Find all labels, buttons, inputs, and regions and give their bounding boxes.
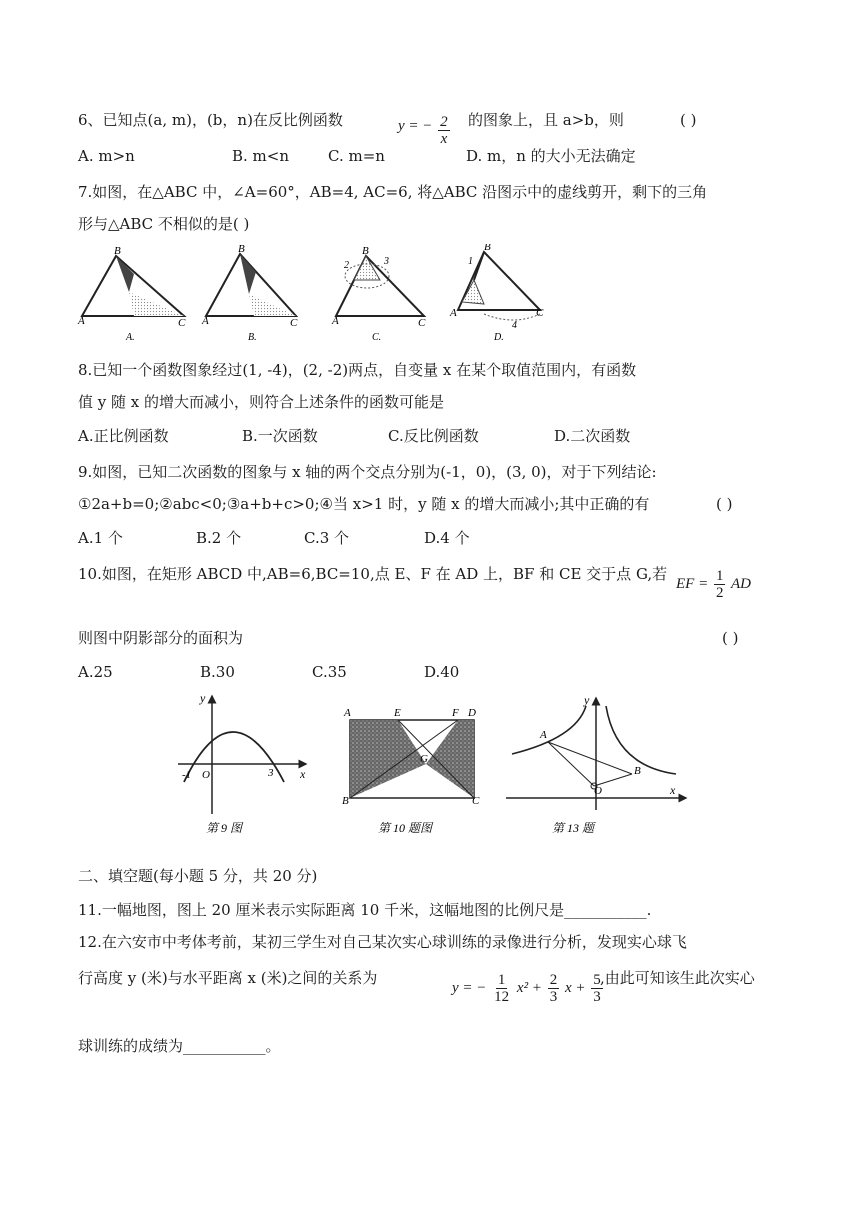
q12-formula xyxy=(452,972,605,1005)
svg-text:C: C xyxy=(290,317,298,329)
svg-text:B: B xyxy=(238,244,245,255)
fig10-f-label: F xyxy=(452,707,459,719)
figure-13 xyxy=(506,693,686,835)
svg-text:C: C xyxy=(418,317,426,329)
q8-line1: 8.已知一个函数图象经过(1, -4)，(2, -2)两点，自变量 x 在某个取值范围内，有函数 xyxy=(78,361,637,379)
q12-line3: 球训练的成绩为___________。 xyxy=(78,1037,281,1055)
q8-option-c: C.反比例函数 xyxy=(388,427,479,445)
q12-line1: 12.在六安市中考体考前，某初三学生对自己某次实心球训练的录像进行分析，发现实心球飞 xyxy=(78,933,687,951)
svg-text:A: A xyxy=(78,315,85,327)
fig13-origin-label: O xyxy=(594,785,602,797)
q7-label-a: A. xyxy=(126,332,135,343)
fig9-x-label: x xyxy=(300,767,306,781)
q6-text-a: 6、已知点(a, m)，(b，n)在反比例函数 xyxy=(78,111,343,129)
section2-title: 二、填空题(每小题 5 分，共 20 分) xyxy=(78,867,318,885)
q12-frac3-den: 3 xyxy=(593,989,601,1005)
fig10-b-label: B xyxy=(342,795,349,807)
figure-10 xyxy=(342,707,480,835)
fig9-3-label: 3 xyxy=(268,767,274,779)
fig10-g-label: G xyxy=(420,753,428,765)
svg-text:B: B xyxy=(484,244,491,253)
q12-frac1-num: 1 xyxy=(497,972,506,988)
q12-term-2: x + xyxy=(564,979,586,996)
fig9-caption: 第 9 图 xyxy=(206,821,243,835)
fig9-neg1-label: -1 xyxy=(182,769,192,781)
q10-option-b: B.30 xyxy=(200,663,235,681)
q10-fraction xyxy=(714,568,726,601)
svg-text:B: B xyxy=(114,245,121,257)
q8-option-d: D.二次函数 xyxy=(554,427,631,445)
svg-text:B: B xyxy=(362,245,369,257)
q7-c-mark-3: 3 xyxy=(384,256,389,267)
q6-frac-den: x xyxy=(440,131,448,147)
q6-formula-lhs: y = − xyxy=(398,117,433,134)
q12-frac-2 xyxy=(548,972,560,1005)
q6-paren: ( ) xyxy=(680,111,697,129)
q6-frac-num: 2 xyxy=(440,114,448,130)
fig13-y-label: y xyxy=(584,693,590,707)
svg-text:A: A xyxy=(332,315,339,327)
q10-line1: 10.如图，在矩形 ABCD 中,AB=6,BC=10,点 E、F 在 AD 上，BF 和 CE 交于点 G,若 xyxy=(78,565,668,583)
q10-line2: 则图中阴影部分的面积为 xyxy=(78,629,244,647)
q9-option-c: C.3 个 xyxy=(304,529,350,547)
q10-option-c: C.35 xyxy=(312,663,347,681)
q6-option-a: A. m>n xyxy=(78,147,135,165)
svg-text:C: C xyxy=(178,317,186,329)
q10-paren: ( ) xyxy=(722,629,739,647)
fig13-a-label: A xyxy=(540,729,547,741)
q12-term-1: x² + xyxy=(516,979,542,996)
q7-figure-a xyxy=(77,245,186,343)
q10-frac-den: 2 xyxy=(715,585,724,601)
q11-text: 11.一幅地图，图上 20 厘米表示实际距离 10 千米，这幅地图的比例尺是___________. xyxy=(78,901,652,919)
q10-option-a: A.25 xyxy=(78,663,113,681)
q10-formula-lhs: EF = xyxy=(676,575,709,592)
q12-line2: 行高度 y (米)与水平距离 x (米)之间的关系为 xyxy=(78,969,378,987)
q6-formula xyxy=(398,110,452,147)
q12-frac2-num: 2 xyxy=(549,972,558,988)
q9-line1: 9.如图，已知二次函数的图象与 x 轴的两个交点分别为(-1，0)，(3, 0)，对于下列结论: xyxy=(78,463,657,481)
q7-c-mark-2: 2 xyxy=(344,260,349,271)
q7-figure-b xyxy=(201,244,298,343)
q12-formula-lhs: y = − xyxy=(452,979,487,996)
fig10-a-label: A xyxy=(344,707,351,719)
fig13-b-label: B xyxy=(634,765,641,777)
q7-label-d: D. xyxy=(494,332,504,343)
fig9-y-label: y xyxy=(200,691,206,705)
q7-line2: 形与△ABC 不相似的是( ) xyxy=(78,215,250,233)
q10-frac-num: 1 xyxy=(715,568,724,584)
q10-option-d: D.40 xyxy=(424,663,460,681)
q8-option-a: A.正比例函数 xyxy=(78,427,169,445)
q10-formula xyxy=(676,568,751,601)
q12-frac2-den: 3 xyxy=(549,989,558,1005)
q9-option-b: B.2 个 xyxy=(196,529,242,547)
q6-fraction xyxy=(438,114,450,147)
svg-text:A: A xyxy=(450,307,457,319)
fig9-origin-label: O xyxy=(202,769,210,781)
fig10-e-label: E xyxy=(394,707,401,719)
q7-label-b: B. xyxy=(248,332,257,343)
svg-text:C: C xyxy=(536,307,544,319)
q12-frac-1 xyxy=(492,972,511,1005)
fig10-c-label: C xyxy=(472,795,480,807)
q7-figure-c xyxy=(331,245,426,343)
q9-option-a: A.1 个 xyxy=(78,529,123,547)
q12-frac3-num: 5 xyxy=(593,972,601,988)
q8-line2: 值 y 随 x 的增大而减小，则符合上述条件的函数可能是 xyxy=(78,393,445,411)
q7-label-c: C. xyxy=(372,332,382,343)
q12-line2-tail: ,由此可知该生此次实心 xyxy=(600,969,755,987)
q10-formula-rhs: AD xyxy=(730,575,751,592)
q6-text-b: 的图象上，且 a>b，则 xyxy=(468,111,624,129)
q7-d-mark-1: 1 xyxy=(468,256,473,267)
q9-line2: ①2a+b=0;②abc<0;③a+b+c>0;④当 x>1 时，y 随 x 的增大而减小;其中正确的有 xyxy=(78,495,650,513)
fig13-caption: 第 13 题 xyxy=(552,821,595,835)
q7-figures xyxy=(74,244,554,348)
q6-option-b: B. m<n xyxy=(232,147,290,165)
fig10-d-label: D xyxy=(468,707,476,719)
q7-figure-d xyxy=(449,244,544,343)
svg-text:A: A xyxy=(202,315,209,327)
q9-option-d: D.4 个 xyxy=(424,529,470,547)
figure-9 xyxy=(178,691,306,835)
figure-row xyxy=(176,690,696,840)
q9-paren: ( ) xyxy=(716,495,733,513)
q7-line1: 7.如图，在△ABC 中，∠A=60°，AB=4, AC=6, 将△ABC 沿图示中的虚线剪开，剩下的三角 xyxy=(78,183,708,201)
q6-option-d: D. m，n 的大小无法确定 xyxy=(466,147,636,165)
q12-frac1-den: 12 xyxy=(494,989,510,1005)
fig10-caption: 第 10 题图 xyxy=(378,821,433,835)
fig13-x-label: x xyxy=(670,783,676,797)
q6-option-c: C. m=n xyxy=(328,147,385,165)
q8-option-b: B.一次函数 xyxy=(242,427,318,445)
q7-d-mark-4: 4 xyxy=(512,320,517,331)
